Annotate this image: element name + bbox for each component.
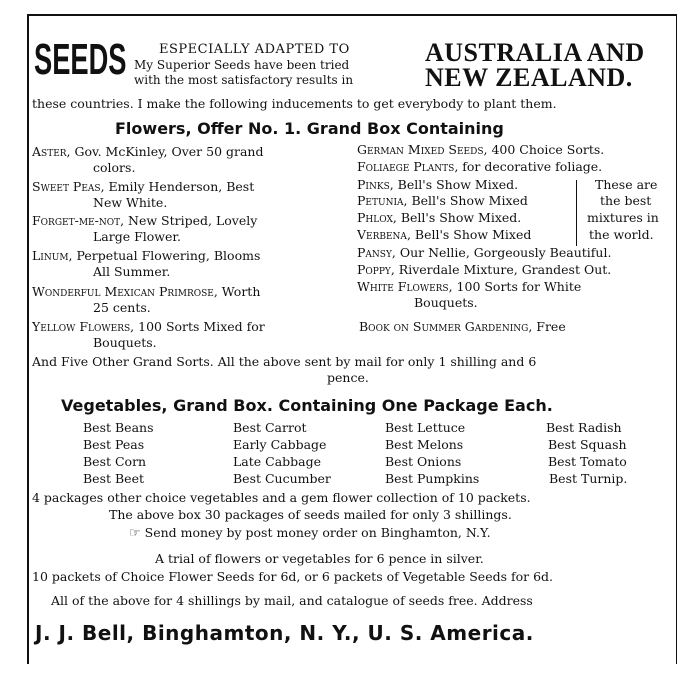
five-other-line1: And Five Other Grand Sorts. All the above sent by mail for only 1 shilling and 6 xyxy=(32,354,537,369)
mixtures-divider xyxy=(576,180,577,246)
vegetable-item: Best Squash xyxy=(548,437,627,452)
vegetable-item: Best Carrot xyxy=(233,420,307,435)
mixtures-note: the best xyxy=(600,193,652,208)
flower-item: Petunia, Bell's Show Mixed xyxy=(357,193,528,208)
address-line: J. J. Bell, Binghamton, N. Y., U. S. America. xyxy=(35,621,534,645)
flower-item: White Flowers, 100 Sorts for White xyxy=(357,279,582,294)
flower-item: Pinks, Bell's Show Mixed. xyxy=(357,177,519,192)
vegetable-item: Best Onions xyxy=(385,454,462,469)
vegetable-item: Best Radish xyxy=(546,420,622,435)
flower-item: Wonderful Mexican Primrose, Worth xyxy=(32,284,261,299)
countries-line: these countries. I make the following inducements to get everybody to plant them. xyxy=(32,96,557,111)
five-other-line2: pence. xyxy=(327,370,369,385)
flower-item: Forget-me-not, New Striped, Lovely xyxy=(32,213,258,228)
vegetable-item: Best Lettuce xyxy=(385,420,466,435)
flower-item-cont: colors. xyxy=(93,160,136,175)
vegetables-heading: Vegetables, Grand Box. Containing One Package Each. xyxy=(61,396,553,415)
all-above-line: All of the above for 4 shillings by mail, and catalogue of seeds free. Address xyxy=(51,593,533,608)
vegetable-item: Best Peas xyxy=(83,437,145,452)
pointing-hand-icon: ☞ xyxy=(129,526,141,541)
flower-item: Aster, Gov. McKinley, Over 50 grand xyxy=(32,144,264,159)
advertisement xyxy=(27,14,677,664)
book-offer: Book on Summer Gardening, Free xyxy=(359,319,566,334)
flower-item-cont: Bouquets. xyxy=(414,295,478,310)
flower-item: Verbena, Bell's Show Mixed xyxy=(357,227,532,242)
flower-item: Yellow Flowers, 100 Sorts Mixed for xyxy=(32,319,265,334)
send-money-line: ☞ Send money by post money order on Binghamton, N.Y. xyxy=(129,525,491,541)
australia-heading: AUSTRALIA AND xyxy=(425,38,645,67)
superior-seeds-line2: with the most satisfactory results in xyxy=(134,73,354,87)
superior-seeds-line1: My Superior Seeds have been tried xyxy=(134,58,350,72)
flower-item-cont: Large Flower. xyxy=(93,229,181,244)
vegetable-item: Late Cabbage xyxy=(233,454,322,469)
mixtures-note: These are xyxy=(595,177,658,192)
ten-packets-line: 10 packets of Choice Flower Seeds for 6d, or 6 packets of Vegetable Seeds for 6d. xyxy=(32,569,554,584)
mixtures-note: the world. xyxy=(589,227,654,242)
vegetable-item: Best Beans xyxy=(83,420,154,435)
flowers-heading: Flowers, Offer No. 1. Grand Box Containing xyxy=(115,119,504,138)
trial-line: A trial of flowers or vegetables for 6 pence in silver. xyxy=(155,551,484,566)
vegetable-item: Best Corn xyxy=(83,454,147,469)
mixtures-note: mixtures in xyxy=(587,210,659,225)
new-zealand-heading: NEW ZEALAND. xyxy=(425,63,633,92)
flower-item: Sweet Peas, Emily Henderson, Best xyxy=(32,179,255,194)
flower-item-cont: 25 cents. xyxy=(93,300,151,315)
packages-line: 4 packages other choice vegetables and a gem flower collection of 10 packets. xyxy=(32,490,531,505)
flower-item-cont: New White. xyxy=(93,195,168,210)
flower-item: Linum, Perpetual Flowering, Blooms xyxy=(32,248,261,263)
flower-item: German Mixed Seeds, 400 Choice Sorts. xyxy=(357,142,605,157)
flower-item-cont: All Summer. xyxy=(93,264,171,279)
especially-adapted-text: ESPECIALLY ADAPTED TO xyxy=(159,42,350,57)
seeds-title: SEEDS xyxy=(34,35,127,84)
box-price-line: The above box 30 packages of seeds mailed for only 3 shillings. xyxy=(109,507,512,522)
vegetable-item: Best Cucumber xyxy=(233,471,331,486)
flower-item-cont: Bouquets. xyxy=(93,335,157,350)
flower-item: Foliaege Plants, for decorative foliage. xyxy=(357,159,603,174)
flower-item: Pansy, Our Nellie, Gorgeously Beautiful. xyxy=(357,245,612,260)
vegetable-item: Best Tomato xyxy=(548,454,627,469)
vegetable-item: Best Beet xyxy=(83,471,144,486)
vegetable-item: Best Pumpkins xyxy=(385,471,480,486)
flower-item: Phlox, Bell's Show Mixed. xyxy=(357,210,522,225)
vegetable-item: Best Melons xyxy=(385,437,464,452)
vegetable-item: Best Turnip. xyxy=(549,471,628,486)
vegetable-item: Early Cabbage xyxy=(233,437,327,452)
flower-item: Poppy, Riverdale Mixture, Grandest Out. xyxy=(357,262,612,277)
